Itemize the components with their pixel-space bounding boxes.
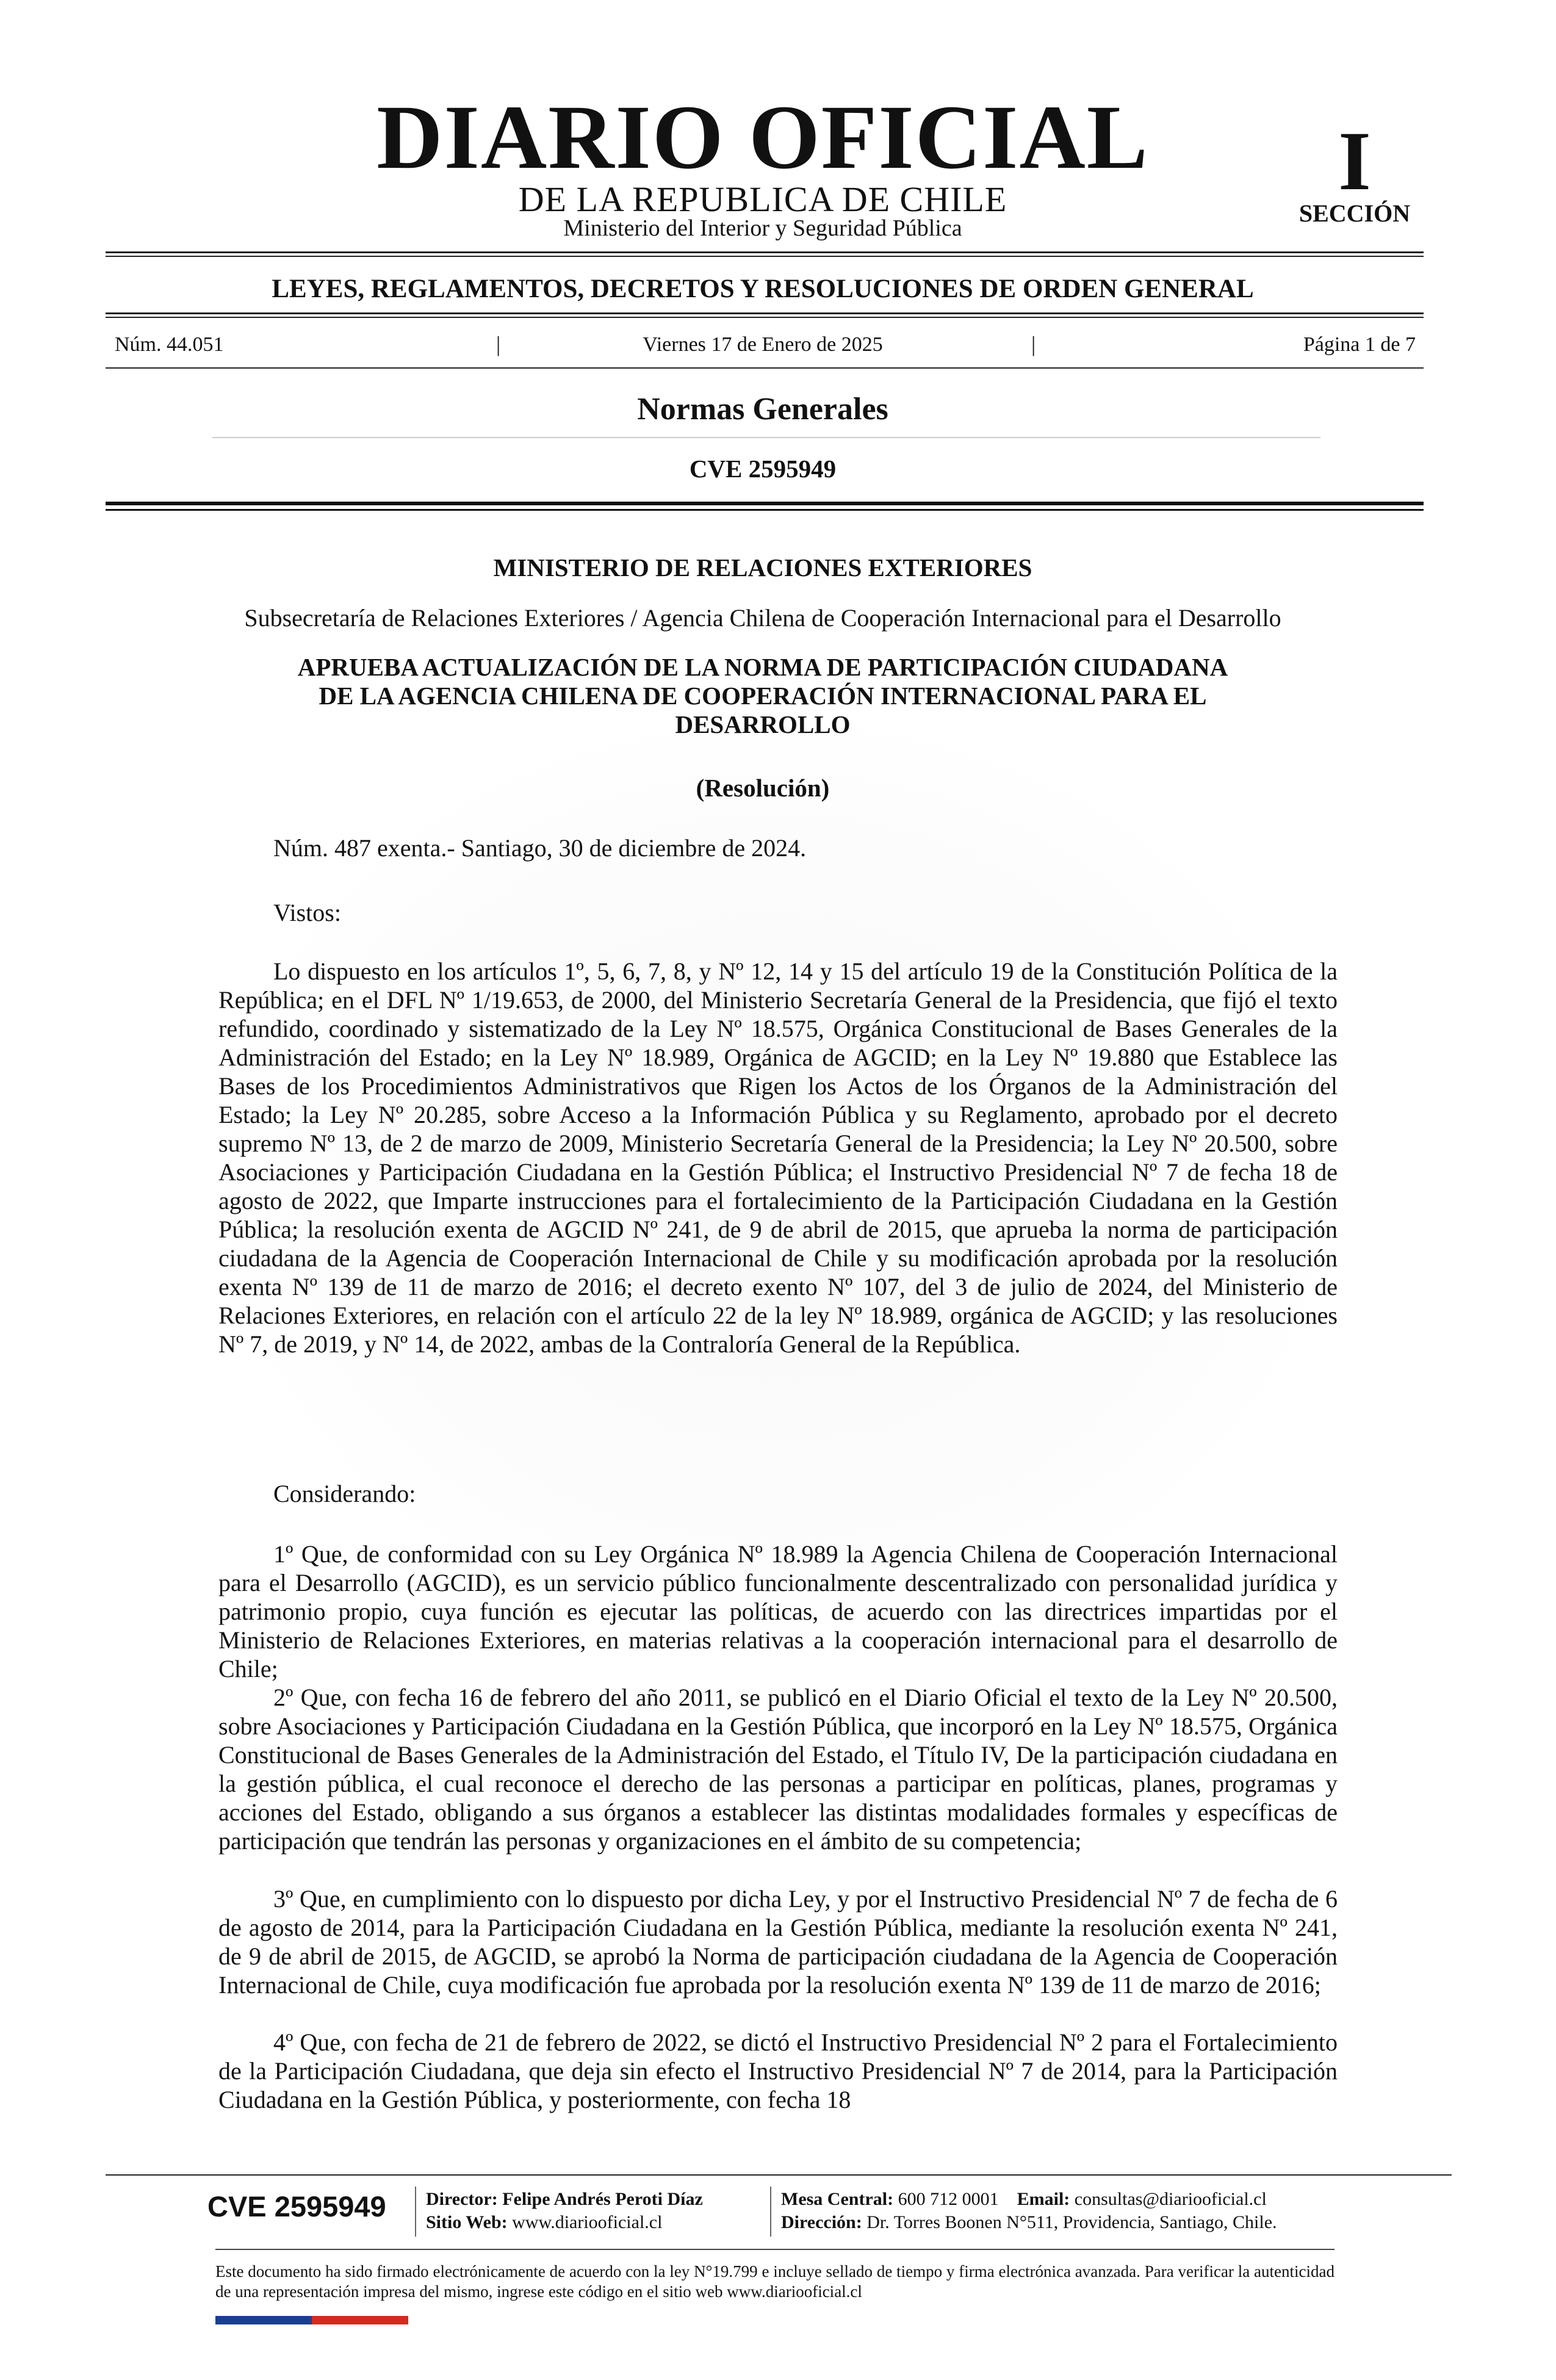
issuing-sub-agency: Subsecretaría de Relaciones Exteriores / Agencia Chilena de Cooperación Internacional para el Desarrollo bbox=[244, 604, 1281, 632]
footer-contact-block bbox=[781, 2188, 1277, 2234]
issue-separator: | bbox=[496, 332, 501, 356]
postal-address: Dr. Torres Boonen N°511, Providencia, Santiago, Chile. bbox=[866, 2212, 1277, 2232]
flag-stripe-blue bbox=[215, 2316, 312, 2324]
footer-divider bbox=[770, 2187, 771, 2237]
norm-category: Normas Generales bbox=[637, 392, 888, 427]
document-headline bbox=[207, 653, 1318, 739]
masthead-rule bbox=[106, 251, 1424, 253]
section-numeral: I bbox=[1338, 114, 1371, 207]
phone-number: 600 712 0001 bbox=[898, 2189, 999, 2209]
vistos-heading: Vistos: bbox=[273, 899, 341, 926]
considerando-paragraph: 4º Que, con fecha de 21 de febrero de 2022, se dictó el Instructivo Presidencial Nº 2 para el Fortalecimiento de la Participación Ciudadana, que deja sin efecto el Instructivo Presidencial Nº 7 de 2014, para la Participación Ciudadana en la Gestión Pública, y posteriormente, con fecha 18 bbox=[218, 2028, 1338, 2113]
footer-cve-code: CVE 2595949 bbox=[207, 2190, 386, 2223]
vistos-paragraph: Lo dispuesto en los artículos 1º, 5, 6, 7, 8, y Nº 12, 14 y 15 del artículo 19 de la Constitución Política de la República; en el DFL Nº 1/19.653, de 2000, del Ministerio Secretaría General de la Presidencia, que fijó el texto refundido, coordinado y sistematizado de la Ley Nº 18.575, Orgánica Constitucional de Bases Generales de la Administración del Estado; en la Ley Nº 18.989, Orgánica de AGCID; en la Ley Nº 19.880 que Establece las Bases de los Procedimientos Administrativos que Rigen los Actos de los Órganos de la Administración del Estado; la Ley Nº 20.285, sobre Acceso a la Información Pública y su Reglamento, aprobado por el decreto supremo Nº 13, de 2 de marzo de 2009, Ministerio Secretaría General de la Presidencia; la Ley Nº 20.500, sobre Asociaciones y Participación Ciudadana en la Gestión Pública; el Instructivo Presidencial Nº 7 de fecha 18 de agosto de 2022, que Imparte instrucciones para el fortalecimiento de la Participación Ciudadana en la Gestión Pública; la resolución exenta de AGCID Nº 241, de 9 de abril de 2015, que aprueba la norma de participación ciudadana de la Agencia de Cooperación Internacional de Chile y su modificación aprobada por la resolución exenta Nº 139 de 11 de marzo de 2016; el decreto exento Nº 107, del 3 de julio de 2024, del Ministerio de Relaciones Exteriores, en relación con el artículo 22 de la ley Nº 18.989, orgánica de AGCID; y las resoluciones Nº 7, de 2019, y Nº 14, de 2022, ambas de la Contraloría General de la República. bbox=[218, 957, 1338, 1358]
considerando-paragraph: 3º Que, en cumplimiento con lo dispuesto por dicha Ley, y por el Instructivo Presidencial Nº 7 de fecha de 6 de agosto de 2014, para la Participación Ciudadana en la Gestión Pública, mediante la resolución exenta Nº 241, de 9 de abril de 2015, de AGCID, se aprobó la Norma de participación ciudadana de la Agencia de Cooperación Internacional de Chile, cuya modificación fue aprobada por la resolución exenta Nº 139 de 11 de marzo de 2016; bbox=[218, 1885, 1338, 1999]
address-label: Dirección: bbox=[781, 2212, 862, 2232]
band-rule-thin bbox=[106, 317, 1424, 318]
director-name: Felipe Andrés Peroti Díaz bbox=[502, 2189, 703, 2209]
email-address[interactable]: consultas@diariooficial.cl bbox=[1074, 2189, 1267, 2209]
headline-line: APRUEBA ACTUALIZACIÓN DE LA NORMA DE PARTICIPACIÓN CIUDADANA bbox=[297, 653, 1228, 681]
site-url[interactable]: www.diariooficial.cl bbox=[512, 2212, 663, 2232]
considerando-paragraph: 2º Que, con fecha 16 de febrero del año 2011, se publicó en el Diario Oficial el texto de la Ley Nº 20.500, sobre Asociaciones y Participación Ciudadana en la Gestión Pública, que incorporó en la Ley Nº 18.575, Orgánica Constitucional de Bases Generales de la Administración del Estado, el Título IV, De la participación ciudadana en la gestión pública, el cual reconoce el derecho de las personas a participar en políticas, planes, programas y acciones del Estado, obligando a sus órganos a establecer las distintas modalidades formales y específicas de participación que tendrán las personas y organizaciones en el ámbito de su competencia; bbox=[218, 1684, 1338, 1855]
issue-number: Núm. 44.051 bbox=[115, 333, 224, 356]
issue-separator: | bbox=[1031, 332, 1036, 356]
cve-rule-thin bbox=[106, 509, 1424, 511]
considerando-paragraph: 1º Que, de conformidad con su Ley Orgánica Nº 18.989 la Agencia Chilena de Cooperación Internacional para el Desarrollo (AGCID), es un servicio público funcionalmente descentralizado con personalidad jurídica y patrimonio propio, cuya función es ejecutar las políticas, de acuerdo con las directrices impartidas por el Ministerio de Relaciones Exteriores, en materias relativas a la cooperación internacional para el desarrollo de Chile; bbox=[218, 1540, 1338, 1682]
issuing-ministry: MINISTERIO DE RELACIONES EXTERIORES bbox=[493, 554, 1032, 582]
considerando-heading: Considerando: bbox=[273, 1480, 416, 1507]
footer-rule-lower bbox=[215, 2249, 1334, 2250]
site-label: Sitio Web: bbox=[426, 2212, 508, 2232]
masthead-ministry: Ministerio del Interior y Seguridad Pública bbox=[563, 215, 962, 241]
headline-line: DESARROLLO bbox=[675, 710, 851, 738]
issue-date: Viernes 17 de Enero de 2025 bbox=[643, 333, 883, 356]
masthead-band: LEYES, REGLAMENTOS, DECRETOS Y RESOLUCIONES DE ORDEN GENERAL bbox=[272, 275, 1254, 303]
resolution-number-date: Núm. 487 exenta.- Santiago, 30 de diciembre de 2024. bbox=[273, 834, 807, 862]
headline-line: DE LA AGENCIA CHILENA DE COOPERACIÓN INTERNACIONAL PARA EL bbox=[319, 682, 1207, 710]
document-type: (Resolución) bbox=[696, 774, 830, 802]
phone-label: Mesa Central: bbox=[781, 2189, 894, 2209]
cve-code: CVE 2595949 bbox=[689, 455, 837, 483]
footer-director-block bbox=[426, 2188, 703, 2234]
masthead-title: DIARIO OFICIAL bbox=[376, 87, 1149, 188]
issue-page: Página 1 de 7 bbox=[1303, 333, 1416, 356]
signature-disclaimer: Este documento ha sido firmado electrónicamente de acuerdo con la ley N°19.799 e incluye sellado de tiempo y firma electrónica avanzada. Para verificar la autenticidad de una representación impresa del mismo, ingrese este código en el sitio web www.diariooficial.cl bbox=[215, 2262, 1334, 2301]
cve-rule-thick bbox=[106, 502, 1424, 505]
category-rule bbox=[212, 437, 1320, 438]
masthead-rule-thin bbox=[106, 256, 1424, 257]
email-label: Email: bbox=[1017, 2189, 1070, 2209]
band-rule bbox=[106, 312, 1424, 314]
director-label: Director: bbox=[426, 2189, 498, 2209]
section-label: SECCIÓN bbox=[1298, 200, 1411, 227]
footer-rule bbox=[106, 2174, 1452, 2176]
issue-rule bbox=[106, 367, 1424, 369]
masthead-subtitle: DE LA REPUBLICA DE CHILE bbox=[518, 179, 1007, 219]
footer-divider bbox=[415, 2187, 416, 2237]
flag-stripe-red bbox=[312, 2316, 408, 2324]
